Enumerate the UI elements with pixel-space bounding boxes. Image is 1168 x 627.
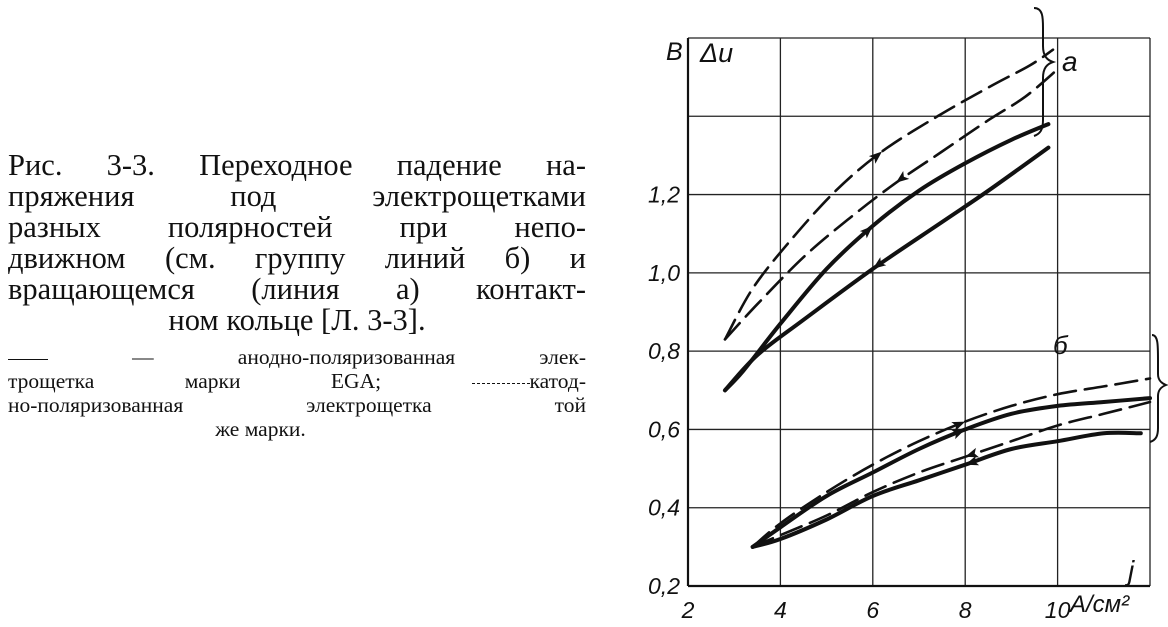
caption-line-1: Рис. 3-3. Переходное падение на- — [8, 148, 586, 182]
group-label-b: б — [1053, 330, 1068, 360]
x-tick-label-1: 4 — [774, 597, 787, 623]
y-tick-label-0: 0,2 — [648, 573, 680, 599]
series-а-dashed-3 — [725, 69, 1058, 339]
caption-line-6: ном кольце [Л. 3-3]. — [168, 303, 426, 337]
x-tick-label-3: 8 — [958, 597, 972, 623]
y-tick-label-1: 0,4 — [648, 494, 680, 521]
x-unit-label: А/см² — [1070, 591, 1130, 618]
chart-series — [725, 50, 1150, 547]
x-tick-label-4: 10 — [1044, 597, 1071, 623]
caption-line-4: движном (см. группу линий б) и — [8, 241, 586, 275]
y-tick-label-3: 0,8 — [648, 338, 680, 365]
series-б-solid-5 — [753, 433, 1141, 547]
group-label-a: а — [1062, 46, 1078, 77]
legend-line2-b: катод- — [529, 369, 586, 393]
x-axis-label: j — [1128, 555, 1135, 586]
y-tick-label-5: 1,2 — [648, 181, 680, 208]
caption-line-2: пряжения под электрощетками — [8, 179, 586, 213]
legend-line-4: же марки. — [215, 417, 306, 441]
group-b-brace — [1150, 335, 1166, 442]
y-unit-label: В — [666, 38, 683, 66]
legend-line2-a: трощетка марки EGA; — [8, 369, 382, 393]
caption-line-3: разных полярностей при непо- — [8, 210, 586, 244]
legend-solid-desc: — анодно-поляризованная элек- — [132, 345, 586, 369]
series-а-solid-1 — [725, 148, 1048, 391]
chart-grid — [688, 38, 1150, 586]
x-tick-label-0: 2 — [681, 597, 695, 623]
legend-line-3: но-поляризованная электрощетка той — [8, 393, 586, 417]
caption-line-5: вращающемся (линия а) контакт- — [8, 272, 586, 306]
y-tick-label-2: 0,6 — [648, 416, 680, 443]
y-tick-label-4: 1,0 — [648, 259, 680, 286]
chart-ticks — [648, 182, 1071, 623]
x-tick-label-2: 6 — [866, 597, 880, 623]
y-axis-label: Δu — [700, 38, 734, 68]
